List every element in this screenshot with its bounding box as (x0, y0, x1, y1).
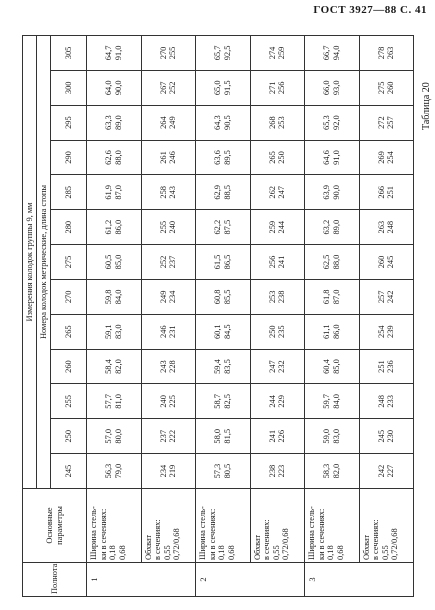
value-cell: 62,2 87,5 (196, 210, 251, 245)
polnota-cell: 1 (87, 563, 196, 597)
value-cell: 263 248 (359, 210, 414, 245)
table-row (87, 36, 142, 597)
value-cell: 245 230 (359, 419, 414, 454)
param-cell: Обхват в сечениях: 0,55 0,72/0,68 (359, 489, 414, 563)
value-cell: 63,6 89,5 (196, 140, 251, 175)
table-row (250, 36, 305, 597)
size-header: 280 (51, 210, 87, 245)
value-cell: 66,0 93,0 (305, 70, 360, 105)
value-cell: 256 241 (250, 245, 305, 280)
value-cell: 269 254 (359, 140, 414, 175)
value-cell: 63,9 90,0 (305, 175, 360, 210)
value-cell: 65,3 92,0 (305, 105, 360, 140)
polnota-cell: 2 (196, 563, 305, 597)
value-cell: 60,8 85,5 (196, 279, 251, 314)
value-cell: 259 244 (250, 210, 305, 245)
value-cell: 246 231 (141, 314, 196, 349)
value-cell: 262 247 (250, 175, 305, 210)
value-cell: 261 246 (141, 140, 196, 175)
value-cell: 255 240 (141, 210, 196, 245)
value-cell: 271 256 (250, 70, 305, 105)
value-cell: 56,3 79,0 (87, 454, 142, 489)
value-cell: 242 227 (359, 454, 414, 489)
value-cell: 62,6 88,0 (87, 140, 142, 175)
value-cell: 64,3 90,5 (196, 105, 251, 140)
value-cell: 61,5 86,5 (196, 245, 251, 280)
value-cell: 59,8 84,0 (87, 279, 142, 314)
document-reference: ГОСТ 3927—88 С. 41 (313, 4, 427, 16)
data-table (22, 35, 414, 597)
value-cell: 61,1 86,0 (305, 314, 360, 349)
value-cell: 64,0 90,0 (87, 70, 142, 105)
value-cell: 252 237 (141, 245, 196, 280)
value-cell: 251 236 (359, 349, 414, 384)
subgroup-header: Номера колодок метрические, длина стопы (37, 36, 51, 489)
size-header: 255 (51, 384, 87, 419)
value-cell: 244 229 (250, 384, 305, 419)
value-cell: 260 245 (359, 245, 414, 280)
value-cell: 65,7 92,5 (196, 36, 251, 71)
value-cell: 62,5 88,0 (305, 245, 360, 280)
value-cell: 278 263 (359, 36, 414, 71)
value-cell: 59,4 83,5 (196, 349, 251, 384)
param-cell: Ширина стель- ки в сечениях: 0,18 0,68 (196, 489, 251, 563)
value-cell: 64,6 91,0 (305, 140, 360, 175)
table-row (196, 36, 251, 597)
value-cell: 248 233 (359, 384, 414, 419)
param-cell: Ширина стель- ки в сечениях: 0,18 0,68 (305, 489, 360, 563)
size-header: 245 (51, 454, 87, 489)
value-cell: 59,0 83,0 (305, 419, 360, 454)
param-cell: Обхват в сечениях: 0,55 0,72/0,68 (250, 489, 305, 563)
value-cell: 57,7 81,0 (87, 384, 142, 419)
col-header-params: Основные параметры (23, 489, 87, 563)
value-cell: 268 253 (250, 105, 305, 140)
value-cell: 265 250 (250, 140, 305, 175)
size-header: 300 (51, 70, 87, 105)
rotated-table-wrapper (22, 35, 414, 597)
value-cell: 266 251 (359, 175, 414, 210)
value-cell: 253 238 (250, 279, 305, 314)
table-body (87, 36, 414, 597)
value-cell: 58,7 82,5 (196, 384, 251, 419)
value-cell: 237 222 (141, 419, 196, 454)
value-cell: 66,7 94,0 (305, 36, 360, 71)
value-cell: 257 242 (359, 279, 414, 314)
size-header: 285 (51, 175, 87, 210)
value-cell: 270 255 (141, 36, 196, 71)
polnota-cell: 3 (305, 563, 414, 597)
param-cell: Обхват в сечениях: 0,55 0,72/0,68 (141, 489, 196, 563)
value-cell: 264 249 (141, 105, 196, 140)
value-cell: 58,3 82,0 (305, 454, 360, 489)
value-cell: 274 259 (250, 36, 305, 71)
value-cell: 61,2 86,0 (87, 210, 142, 245)
table-row (141, 36, 196, 597)
value-cell: 249 234 (141, 279, 196, 314)
value-cell: 60,4 85,0 (305, 349, 360, 384)
size-header: 265 (51, 314, 87, 349)
size-header: 305 (51, 36, 87, 71)
value-cell: 247 232 (250, 349, 305, 384)
size-header: 275 (51, 245, 87, 280)
value-cell: 63,3 89,0 (87, 105, 142, 140)
param-cell: Ширина стель- ки в сечениях: 0,18 0,68 (87, 489, 142, 563)
value-cell: 62,9 88,5 (196, 175, 251, 210)
value-cell: 60,5 85,0 (87, 245, 142, 280)
col-header-polnota: Полнота (23, 563, 87, 597)
value-cell: 60,1 84,5 (196, 314, 251, 349)
table-row (305, 36, 360, 597)
value-cell: 63,2 89,0 (305, 210, 360, 245)
value-cell: 234 219 (141, 454, 196, 489)
value-cell: 59,1 83,0 (87, 314, 142, 349)
value-cell: 254 239 (359, 314, 414, 349)
table-row (359, 36, 414, 597)
value-cell: 58,0 81,5 (196, 419, 251, 454)
value-cell: 57,0 80,0 (87, 419, 142, 454)
value-cell: 243 228 (141, 349, 196, 384)
size-header: 260 (51, 349, 87, 384)
value-cell: 250 235 (250, 314, 305, 349)
value-cell: 272 257 (359, 105, 414, 140)
value-cell: 57,3 80,5 (196, 454, 251, 489)
value-cell: 59,7 84,0 (305, 384, 360, 419)
value-cell: 240 225 (141, 384, 196, 419)
group-header: Измерения колодок группы 9, мм (23, 36, 37, 489)
value-cell: 61,9 87,0 (87, 175, 142, 210)
size-header: 295 (51, 105, 87, 140)
size-header: 290 (51, 140, 87, 175)
value-cell: 267 252 (141, 70, 196, 105)
value-cell: 64,7 91,0 (87, 36, 142, 71)
size-header: 250 (51, 419, 87, 454)
value-cell: 61,8 87,0 (305, 279, 360, 314)
value-cell: 241 226 (250, 419, 305, 454)
value-cell: 65,0 91,5 (196, 70, 251, 105)
value-cell: 58,4 82,0 (87, 349, 142, 384)
value-cell: 258 243 (141, 175, 196, 210)
size-header: 270 (51, 279, 87, 314)
value-cell: 238 223 (250, 454, 305, 489)
table-caption: Таблица 20 (421, 82, 432, 130)
value-cell: 275 260 (359, 70, 414, 105)
